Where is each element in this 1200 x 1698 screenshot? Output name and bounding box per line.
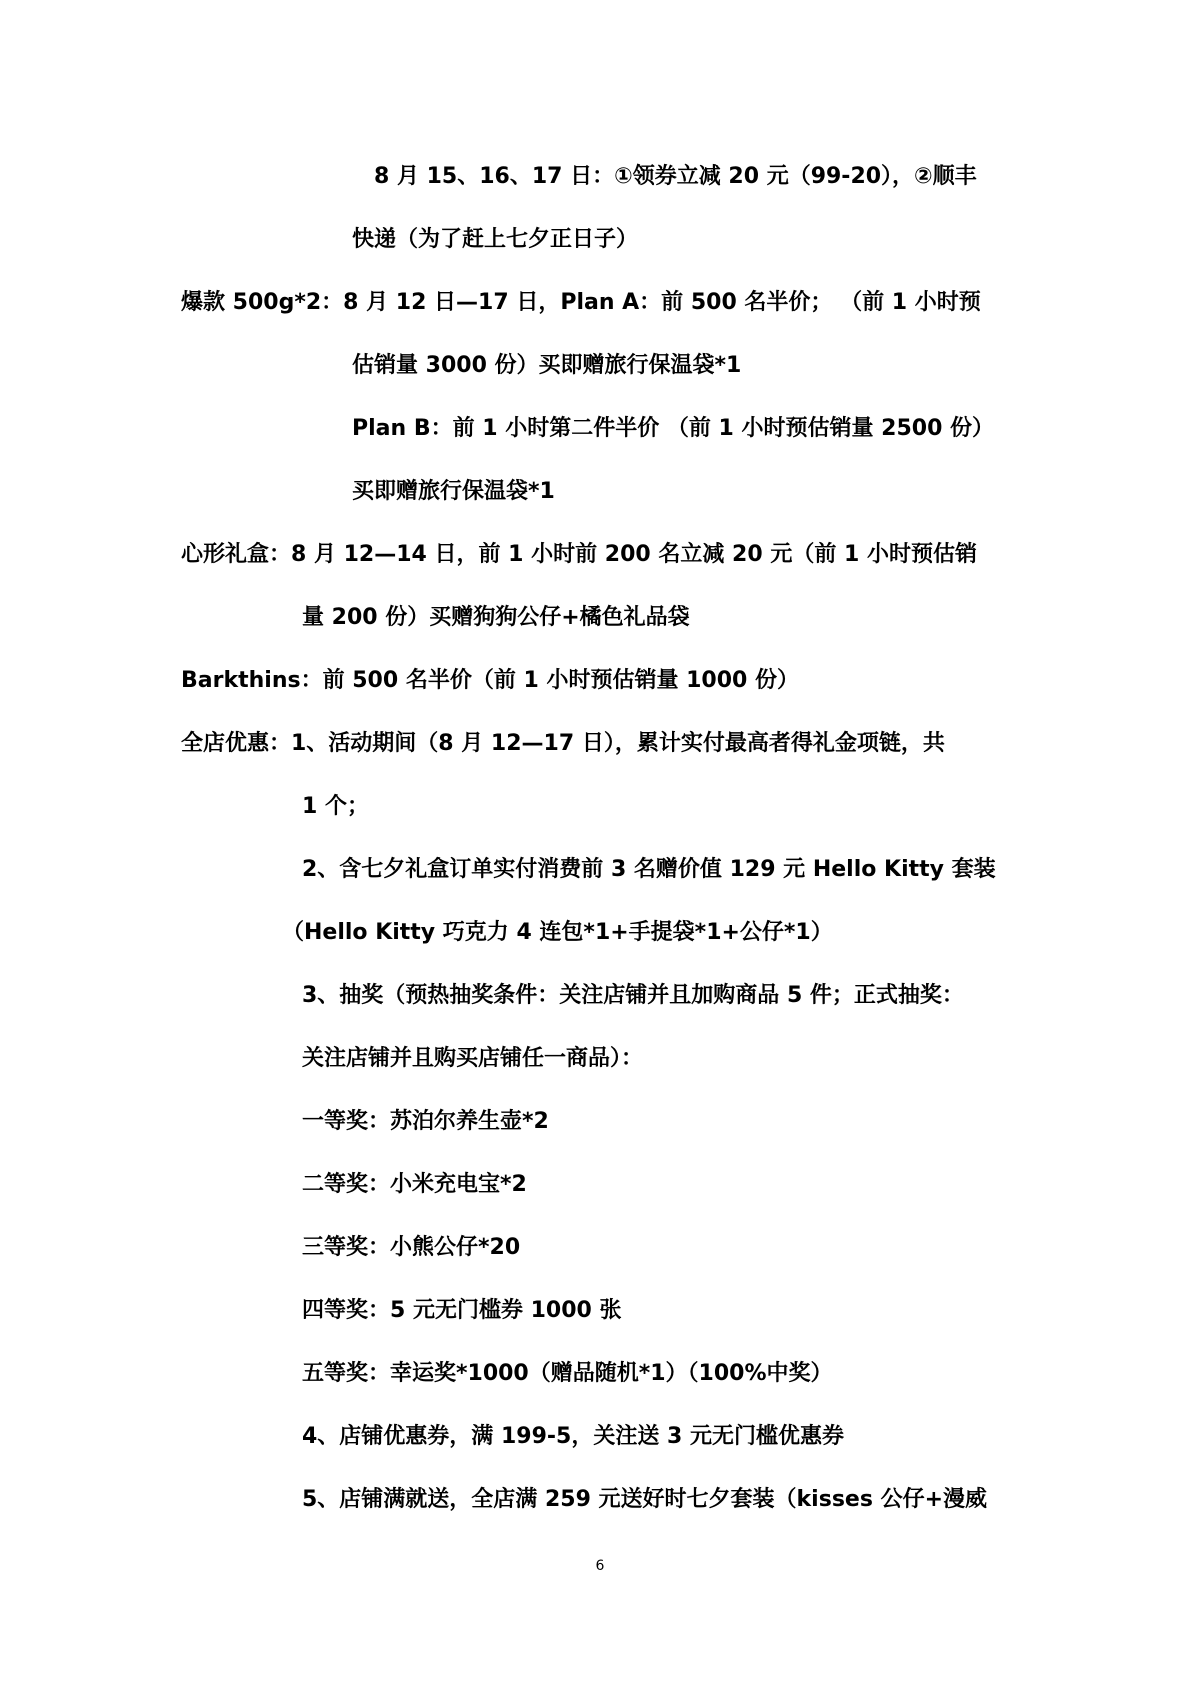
text-line: 心形礼盒：8 月 12—14 日，前 1 小时前 200 名立减 20 元（前 1 小时预估销 xyxy=(181,542,977,567)
text-line: Barkthins：前 500 名半价（前 1 小时预估销量 1000 份） xyxy=(181,668,799,693)
text-line: 2、含七夕礼盒订单实付消费前 3 名赠价值 129 元 Hello Kitty 套装 xyxy=(302,857,996,882)
text-line: Plan B：前 1 小时第二件半价 （前 1 小时预估销量 2500 份） xyxy=(352,416,995,441)
text-line: 二等奖：小米充电宝*2 xyxy=(302,1172,527,1197)
text-line: 8 月 15、16、17 日：①领券立减 20 元（99-20），②顺丰 xyxy=(374,164,977,189)
text-line: 4、店铺优惠券，满 199-5，关注送 3 元无门槛优惠券 xyxy=(302,1424,844,1449)
text-line: 三等奖：小熊公仔*20 xyxy=(302,1235,521,1260)
text-line: （Hello Kitty 巧克力 4 连包*1+手提袋*1+公仔*1） xyxy=(282,920,833,945)
text-line: 五等奖：幸运奖*1000（赠品随机*1）（100%中奖） xyxy=(302,1361,833,1386)
text-line: 一等奖：苏泊尔养生壶*2 xyxy=(302,1109,549,1134)
text-line: 买即赠旅行保温袋*1 xyxy=(352,479,555,504)
text-line: 5、店铺满就送，全店满 259 元送好时七夕套装（kisses 公仔+漫威 xyxy=(302,1487,988,1512)
text-line: 爆款 500g*2：8 月 12 日—17 日，Plan A：前 500 名半价； （前 1 小时预 xyxy=(181,290,981,315)
text-line: 四等奖：5 元无门槛券 1000 张 xyxy=(302,1298,622,1323)
page-number: 6 xyxy=(595,1558,605,1574)
text-line: 全店优惠：1、活动期间（8 月 12—17 日），累计实付最高者得礼金项链，共 xyxy=(181,731,945,756)
text-line: 估销量 3000 份）买即赠旅行保温袋*1 xyxy=(352,353,742,378)
text-line: 量 200 份）买赠狗狗公仔+橘色礼品袋 xyxy=(302,605,690,630)
text-line: 快递（为了赶上七夕正日子） xyxy=(352,227,639,252)
text-line: 3、抽奖（预热抽奖条件：关注店铺并且加购商品 5 件；正式抽奖： xyxy=(302,983,964,1008)
text-line: 1 个； xyxy=(302,794,369,819)
text-line: 关注店铺并且购买店铺任一商品）： xyxy=(302,1046,644,1071)
